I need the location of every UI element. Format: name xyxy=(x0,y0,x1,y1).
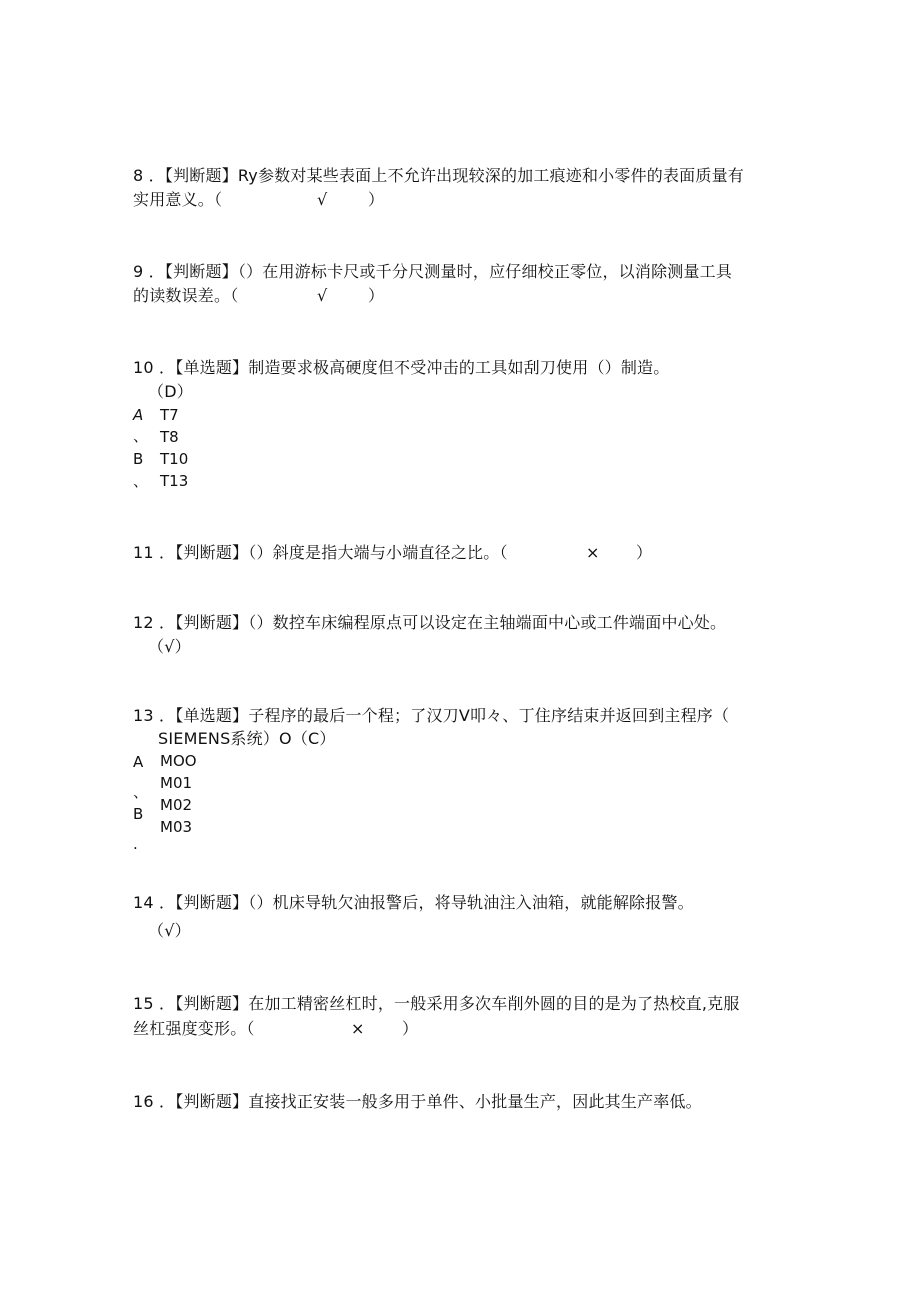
question-13-mark-b: B xyxy=(133,805,144,823)
question-14-answer: （√） xyxy=(148,921,191,940)
question-9-text-cont: 的读数误差。（ xyxy=(133,286,239,305)
question-8-text-cont: 实用意义。（ xyxy=(133,190,223,209)
question-10-mark-sep-2: 、 xyxy=(133,472,149,490)
question-15-close-paren: ） xyxy=(402,1019,419,1038)
question-10-answer: （D） xyxy=(148,382,193,401)
question-13-text: 13 ．【单选题】子程序的最后一个程；了汉刀V叩々、丁住序结束并返回到主程序（ xyxy=(133,706,730,725)
question-13-mark-sep-2: . xyxy=(133,835,138,853)
question-9-answer: √ xyxy=(317,286,328,305)
question-13-mark-a: A xyxy=(133,753,144,771)
question-8-text: 8 ．【判断题】Ry参数对某些表面上不允许出现较深的加工痕迹和小零件的表面质量有 xyxy=(133,166,744,185)
question-8-answer: √ xyxy=(317,190,328,209)
question-10-mark-sep-1: 、 xyxy=(133,427,149,445)
question-11-text: 11 ．【判断题】（）斜度是指大端与小端直径之比。（ xyxy=(133,543,508,562)
question-10-text: 10 ．【单选题】制造要求极高硬度但不受冲击的工具如刮刀使用（）制造。 xyxy=(133,358,670,377)
question-14-text: 14 ．【判断题】（）机床导轨欠油报警后，将导轨油注入油箱，就能解除报警。 xyxy=(133,893,694,912)
question-10-option-4: T13 xyxy=(160,472,189,490)
question-10-mark-b: B xyxy=(133,450,144,468)
question-15-answer: × xyxy=(351,1019,365,1038)
question-8-close-paren: ） xyxy=(368,190,385,209)
question-10-option-2: T8 xyxy=(160,428,179,446)
question-12-answer: （√） xyxy=(148,637,191,656)
question-13-option-2: M01 xyxy=(160,774,193,792)
question-15-text-cont: 丝杠强度变形。（ xyxy=(133,1019,255,1038)
question-13-option-3: M02 xyxy=(160,796,193,814)
question-10-option-3: T10 xyxy=(160,450,189,468)
question-9-text: 9 ．【判断题】（）在用游标卡尺或千分尺测量时，应仔细校正零位，以消除测量工具 xyxy=(133,262,733,281)
question-11-close-paren: ） xyxy=(636,543,653,562)
question-13-option-1: MOO xyxy=(160,752,197,770)
question-12-text: 12 ．【判断题】（）数控车床编程原点可以设定在主轴端面中心或工件端面中心处。 xyxy=(133,613,727,632)
question-13-option-4: M03 xyxy=(160,818,193,836)
question-13-mark-sep-1: 、 xyxy=(133,783,149,801)
question-10-option-1: T7 xyxy=(160,406,179,424)
question-15-text: 15 ．【判断题】在加工精密丝杠时，一般采用多次车削外圆的目的是为了热校直,克服 xyxy=(133,994,740,1013)
question-11-answer: × xyxy=(586,543,600,562)
question-13-text-cont: SIEMENS系统）O（C） xyxy=(158,729,336,748)
question-9-close-paren: ） xyxy=(368,286,385,305)
question-16-text: 16 ．【判断题】直接找正安装一般多用于单件、小批量生产，因此其生产率低。 xyxy=(133,1092,702,1111)
question-10-mark-a: A xyxy=(133,406,144,424)
